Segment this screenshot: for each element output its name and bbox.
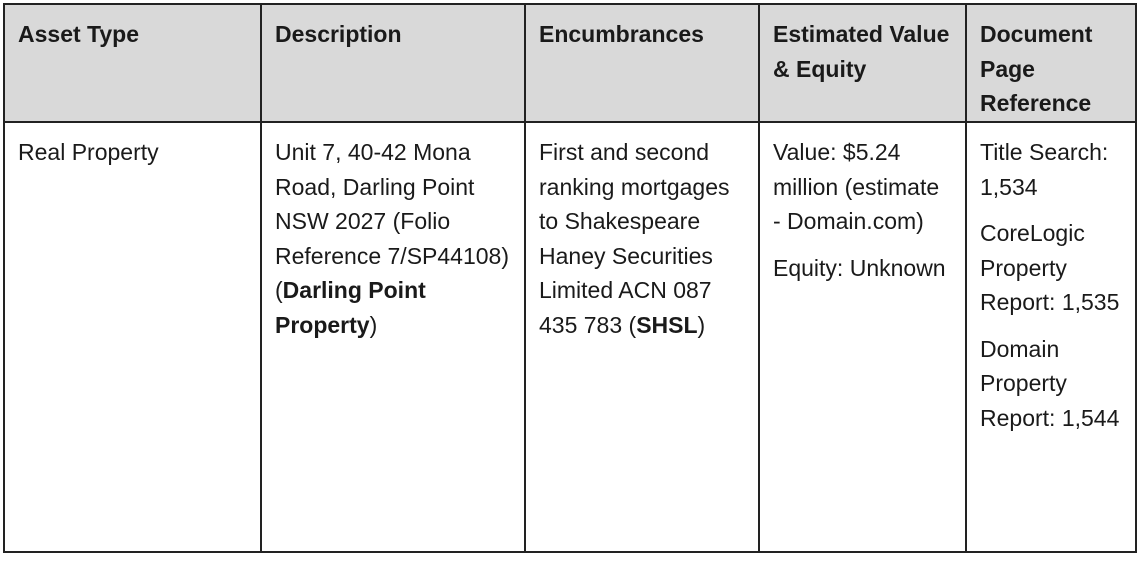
defined-term-darling-point-property: Darling Point Property <box>275 277 426 338</box>
header-document-page-reference: Document Page Reference <box>966 4 1136 122</box>
encumbrances-close-paren: ) <box>697 311 706 338</box>
cell-document-page-reference <box>966 122 1136 552</box>
encumbrances-text: First and second ranking mortgages to Shakespeare Haney Securities Limited ACN 087 435 783 ( <box>539 139 730 338</box>
value-estimate: Value: $5.24 million (estimate - Domain.com) <box>773 139 940 234</box>
defined-term-close-paren: ) <box>369 311 378 338</box>
cell-encumbrances <box>525 122 759 552</box>
header-estimated-value-equity: Estimated Value & Equity <box>759 4 966 122</box>
table-row <box>4 122 1136 552</box>
description-text: Unit 7, 40-42 Mona Road, Darling Point NSW 2027 (Folio Reference 7/SP44108) <box>275 139 509 269</box>
equity-status: Equity: Unknown <box>773 254 946 281</box>
defined-term-open-paren: ( <box>275 277 283 303</box>
header-asset-type: Asset Type <box>4 4 261 122</box>
ref-domain-report: Domain Property Report: 1,544 <box>980 335 1120 431</box>
defined-term-shsl: SHSL <box>636 311 698 338</box>
header-encumbrances: Encumbrances <box>525 4 759 122</box>
cell-estimated-value-equity <box>759 122 966 552</box>
ref-title-search: Title Search: 1,534 <box>980 139 1109 200</box>
description-defined-term-line <box>275 273 512 342</box>
asset-table <box>3 3 1137 553</box>
header-description: Description <box>261 4 525 122</box>
cell-description <box>261 122 525 552</box>
cell-asset-type: Real Property <box>4 122 261 552</box>
ref-corelogic-report: CoreLogic Property Report: 1,535 <box>980 220 1120 315</box>
header-row <box>4 4 1136 122</box>
